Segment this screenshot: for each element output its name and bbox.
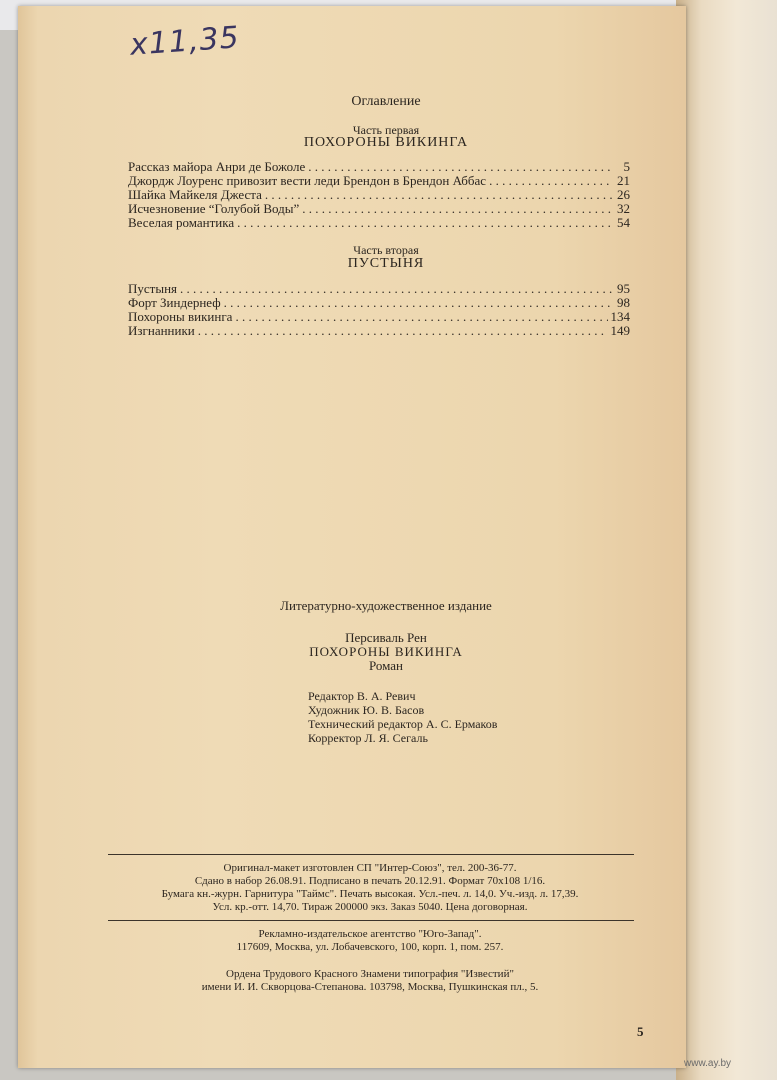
toc-entry-label: Шайка Майкеля Джеста: [128, 187, 262, 202]
toc-leader: [489, 174, 613, 188]
next-page-edge: [676, 0, 777, 1080]
toc-entry-label: Форт Зиндернеф: [128, 295, 221, 310]
toc-entry-page: 21: [617, 173, 630, 188]
toc-entry-label: Изгнанники: [128, 323, 195, 338]
toc-leader: [235, 310, 607, 324]
toc-entry-label: Рассказ майора Анри де Божоле: [128, 159, 306, 174]
toc-entry-label: Веселая романтика: [128, 215, 235, 230]
part1-label: Часть первая: [352, 123, 420, 137]
credits-list: [308, 689, 497, 745]
part2-title: ПУСТЫНЯ: [347, 256, 425, 271]
toc-entry: [128, 310, 630, 324]
credit-line: Редактор В. А. Ревич: [308, 689, 416, 703]
toc-leader: [308, 160, 613, 174]
part2-label: Часть вторая: [353, 243, 419, 257]
toc-entry-label: Пустыня: [128, 281, 178, 296]
toc-entry: [128, 160, 630, 174]
divider: [108, 854, 634, 855]
toc-entry-page: 26: [617, 187, 630, 202]
toc-entry: [128, 282, 630, 296]
toc-entry-page: 5: [623, 159, 630, 174]
toc-entry-page: 95: [617, 281, 630, 296]
toc-leader: [237, 216, 613, 230]
publisher-line: Рекламно-издательское агентство "Юго-Запад".: [258, 928, 482, 940]
edition-type: Литературно-художественное издание: [280, 598, 492, 613]
printer-line: Ордена Трудового Красного Знамени типография "Известий": [226, 968, 514, 980]
toc-entry: [128, 174, 630, 188]
toc-leader: [224, 296, 613, 310]
toc-title: Оглавление: [351, 94, 421, 109]
toc-part2-list: [128, 282, 630, 338]
toc-entry-label: Похороны викинга: [128, 309, 233, 324]
toc-entry-page: 149: [610, 323, 630, 338]
printer-line: имени И. И. Скворцова-Степанова. 103798, Москва, Пушкинская пл., 5.: [201, 981, 539, 993]
toc-leader: [302, 202, 613, 216]
credit-line: Корректор Л. Я. Сегаль: [308, 731, 428, 745]
imprint-title: ПОХОРОНЫ ВИКИНГА: [309, 644, 463, 659]
imprint-author: Персиваль Рен: [345, 630, 427, 645]
toc-entry-label: Джордж Лоуренс привозит вести леди Брендон в Брендон Аббас: [128, 173, 487, 188]
toc-entry-page: 54: [617, 215, 630, 230]
toc-entry: [128, 202, 630, 216]
imprint-genre: Роман: [368, 658, 404, 673]
toc-entry-page: 32: [617, 201, 630, 216]
production-line: Бумага кн.-журн. Гарнитура "Таймс". Печать высокая. Усл.-печ. л. 14,0. Уч.-изд. л. 17,39.: [161, 888, 579, 900]
divider: [108, 920, 634, 921]
toc-entry-label: Исчезновение “Голубой Воды”: [128, 201, 300, 216]
production-line: Сдано в набор 26.08.91. Подписано в печать 20.12.91. Формат 70х108 1/16.: [194, 875, 546, 887]
part1-title: ПОХОРОНЫ ВИКИНГА: [303, 135, 469, 150]
toc-entry-page: 98: [617, 295, 630, 310]
publisher-line: 117609, Москва, ул. Лобачевского, 100, корп. 1, пом. 257.: [236, 941, 504, 953]
toc-entry: [128, 296, 630, 310]
toc-entry: [128, 324, 630, 338]
credit-line: Художник Ю. В. Басов: [308, 703, 425, 717]
book-page: [18, 6, 686, 1068]
toc-leader: [198, 324, 608, 338]
handwritten-note: х11,35: [128, 20, 241, 63]
toc-entry-page: 134: [610, 309, 630, 324]
production-line: Усл. кр.-отт. 14,70. Тираж 200000 экз. Заказ 5040. Цена договорная.: [212, 901, 528, 913]
production-line: Оригинал-макет изготовлен СП "Интер-Союз", тел. 200-36-77.: [223, 862, 517, 874]
toc-part1-list: [128, 160, 630, 230]
credit-line: Технический редактор А. С. Ермаков: [308, 717, 498, 731]
toc-leader: [180, 282, 613, 296]
watermark: www.ay.by: [684, 1058, 732, 1069]
toc-entry: [128, 188, 630, 202]
toc-leader: [265, 188, 613, 202]
page-number: 5: [637, 1024, 644, 1039]
toc-entry: [128, 216, 630, 230]
